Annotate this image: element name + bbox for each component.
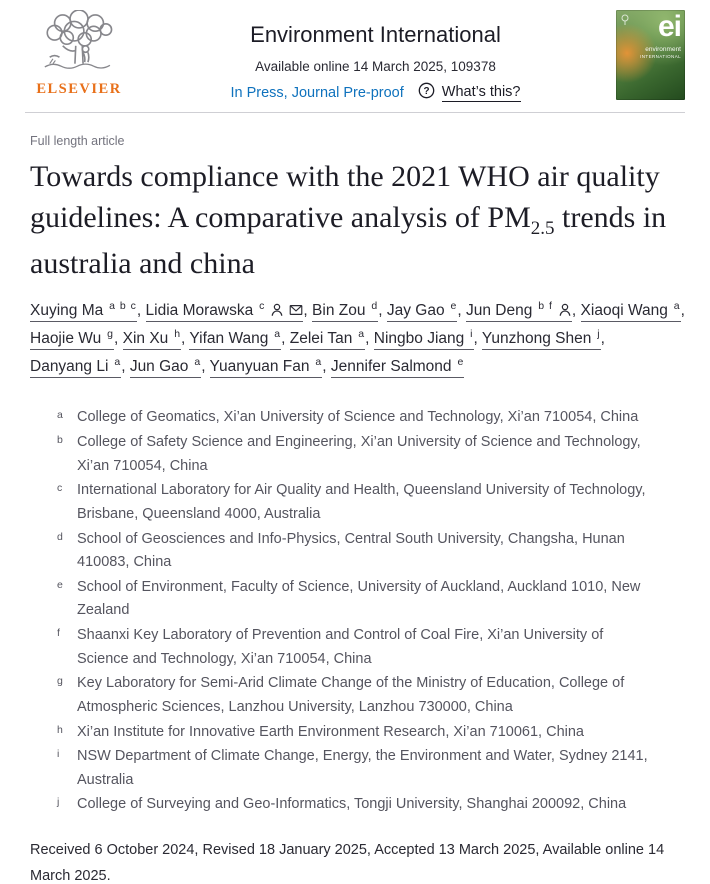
- author-separator: ,: [600, 330, 605, 348]
- cover-line2: INTERNATIONAL: [640, 54, 681, 60]
- affiliation-label: f: [57, 627, 60, 639]
- affiliation-item: [57, 793, 657, 817]
- author-link[interactable]: [374, 330, 474, 350]
- affiliation-text: School of Geosciences and Info-Physics, Central South University, Changsha, Hunan 410083, China: [77, 530, 625, 571]
- affiliation-label: g: [57, 675, 63, 688]
- journal-header: [0, 0, 710, 104]
- author-name: Xuying Ma: [30, 302, 104, 320]
- author-affiliation-sup: d: [367, 300, 379, 312]
- affiliation-text: Shaanxi Key Laboratory of Prevention and Control of Coal Fire, Xi’an University of Science and Technology, Xi’an 710054, China: [77, 627, 604, 667]
- affiliation-label: b: [57, 434, 63, 446]
- author-affiliation-sup: a: [110, 356, 122, 369]
- author-list: [30, 297, 688, 381]
- affiliation-text: College of Geomatics, Xi’an University of Science and Technology, Xi’an 710054, China: [77, 409, 639, 426]
- author-affiliation-sup: e: [453, 356, 465, 369]
- author-affiliation-sup: b f: [534, 300, 553, 312]
- author-link[interactable]: [387, 302, 458, 322]
- elsevier-wordmark: ELSEVIER: [36, 81, 122, 97]
- affiliation-text: School of Environment, Faculty of Science, University of Auckland, Auckland 1010, New Zealand: [77, 578, 641, 619]
- affiliation-label: j: [57, 796, 60, 809]
- author-link[interactable]: [290, 330, 365, 350]
- affiliation-label: d: [57, 530, 63, 543]
- author-name: Bin Zou: [312, 302, 366, 320]
- cover-tree-icon: [620, 13, 630, 31]
- svg-text:?: ?: [423, 85, 430, 97]
- affiliation-item: [57, 479, 657, 526]
- affiliation-text: Key Laboratory for Semi-Arid Climate Change of the Ministry of Education, College of Atmospheric Sciences, Lanzhou University, Lanzhou 730000, China: [77, 675, 625, 715]
- affiliation-label: h: [57, 723, 63, 736]
- author-separator: ,: [680, 302, 685, 320]
- available-online-text: Available online 14 March 2025, 109378: [255, 59, 496, 74]
- affiliation-list: [57, 406, 657, 817]
- in-press-link[interactable]: In Press, Journal Pre-proof: [230, 85, 404, 101]
- author-separator: ,: [121, 358, 130, 376]
- author-name: Yunzhong Shen: [481, 330, 592, 348]
- in-press-row: [135, 82, 616, 104]
- author-affiliation-sup: i: [466, 328, 474, 341]
- author-separator: ,: [303, 302, 313, 320]
- author-affiliation-sup: h: [170, 328, 182, 341]
- author-link[interactable]: [581, 302, 681, 322]
- cover-journal-name: [640, 46, 681, 59]
- author-affiliation-sup: e: [446, 300, 458, 312]
- author-name: Xin Xu: [122, 330, 169, 348]
- whats-this[interactable]: [418, 82, 521, 104]
- author-link[interactable]: [30, 358, 121, 378]
- author-link[interactable]: [30, 330, 114, 350]
- author-name: Yuanyuan Fan: [209, 358, 310, 376]
- whats-this-link: What’s this?: [441, 84, 521, 100]
- author-link[interactable]: [482, 330, 601, 350]
- affiliation-item: [57, 672, 657, 719]
- author-affiliation-sup: g: [103, 328, 114, 341]
- affiliation-item: [57, 745, 657, 792]
- author-affiliation-sup: a: [354, 328, 366, 341]
- author-name: Xiaoqi Wang: [580, 302, 668, 320]
- author-name: Jennifer Salmond: [330, 358, 452, 376]
- article-type-label: Full length article: [30, 134, 125, 148]
- journal-title-block: [135, 10, 616, 104]
- article-title: Towards compliance with the 2021 WHO air quality guidelines: A comparative analysis of $PM_{2.5}$ trends in australia and china: [30, 160, 667, 280]
- author-link[interactable]: [30, 302, 137, 322]
- author-link[interactable]: [312, 302, 378, 322]
- author-affiliation-sup: a: [311, 356, 323, 369]
- affiliation-item: [57, 624, 657, 671]
- author-link[interactable]: [466, 302, 572, 322]
- affiliation-item: [57, 528, 657, 575]
- author-affiliation-sup: c: [255, 300, 266, 312]
- author-affiliation-sup: a b c: [105, 300, 137, 312]
- question-circle-icon: [418, 82, 435, 104]
- author-link[interactable]: [189, 330, 281, 350]
- cover-line1: environment: [645, 46, 681, 53]
- affiliation-text: International Laboratory for Air Quality and Health, Queensland University of Technology, Brisbane, Queensland 4000, Australia: [77, 482, 646, 522]
- author-separator: ,: [322, 358, 331, 376]
- affiliation-item: [57, 576, 657, 623]
- affiliation-text: College of Safety Science and Engineering, Xi’an University of Science and Technology, Xi’an 710054, China: [77, 434, 641, 474]
- cover-ei-logo: ei: [657, 10, 681, 43]
- author-name: Haojie Wu: [30, 330, 102, 348]
- author-separator: ,: [281, 330, 290, 348]
- affiliation-item: [57, 406, 657, 430]
- author-name: Jun Gao: [129, 358, 189, 376]
- header-divider: [25, 112, 685, 113]
- affiliation-text: NSW Department of Climate Change, Energy, the Environment and Water, Sydney 2141, Australia: [77, 748, 648, 788]
- author-affiliation-sup: a: [190, 356, 202, 369]
- envelope-icon[interactable]: [284, 302, 303, 319]
- article-main: [0, 134, 710, 884]
- author-separator: ,: [113, 330, 123, 348]
- author-name: Lidia Morawska: [145, 302, 254, 320]
- author-link[interactable]: [123, 330, 181, 350]
- journal-name-link[interactable]: Environment International: [250, 22, 501, 47]
- author-separator: ,: [365, 330, 374, 348]
- affiliation-label: c: [57, 482, 63, 495]
- author-separator: ,: [571, 302, 581, 320]
- affiliation-label: a: [57, 409, 63, 422]
- author-separator: ,: [473, 330, 482, 348]
- author-separator: ,: [378, 302, 387, 320]
- elsevier-tree-icon: [30, 10, 135, 80]
- author-link[interactable]: [210, 358, 323, 378]
- author-name: Yifan Wang: [189, 330, 269, 348]
- author-separator: ,: [136, 302, 146, 320]
- title-subscript: 2.5: [530, 218, 555, 240]
- affiliation-label: e: [57, 578, 63, 591]
- author-separator: ,: [201, 358, 210, 376]
- affiliation-item: [57, 431, 657, 478]
- author-affiliation-sup: a: [669, 300, 681, 312]
- author-name: Danyang Li: [30, 358, 109, 376]
- author-name: Ningbo Jiang: [373, 330, 465, 348]
- author-name: Jay Gao: [386, 302, 445, 320]
- journal-cover-thumbnail[interactable]: [616, 10, 685, 100]
- person-icon[interactable]: [265, 302, 284, 319]
- author-separator: ,: [457, 302, 466, 320]
- person-icon[interactable]: [553, 302, 572, 319]
- author-name: Zelei Tan: [289, 330, 353, 348]
- elsevier-logo[interactable]: [30, 10, 135, 98]
- affiliation-label: i: [57, 748, 60, 761]
- affiliation-item: [57, 721, 657, 745]
- author-link[interactable]: [130, 358, 201, 378]
- author-separator: ,: [181, 330, 190, 348]
- affiliation-text: College of Surveying and Geo-Informatics, Tongji University, Shanghai 200092, China: [77, 796, 627, 813]
- author-link[interactable]: [146, 302, 304, 322]
- author-affiliation-sup: a: [270, 328, 282, 341]
- affiliation-text: Xi’an Institute for Innovative Earth Environment Research, Xi’an 710061, China: [77, 723, 584, 740]
- author-affiliation-sup: j: [593, 328, 601, 341]
- article-dates: Received 6 October 2024, Revised 18 January 2025, Accepted 13 March 2025, Available online 14 March 2025.: [30, 842, 665, 884]
- author-link[interactable]: [331, 358, 464, 378]
- author-name: Jun Deng: [465, 302, 533, 320]
